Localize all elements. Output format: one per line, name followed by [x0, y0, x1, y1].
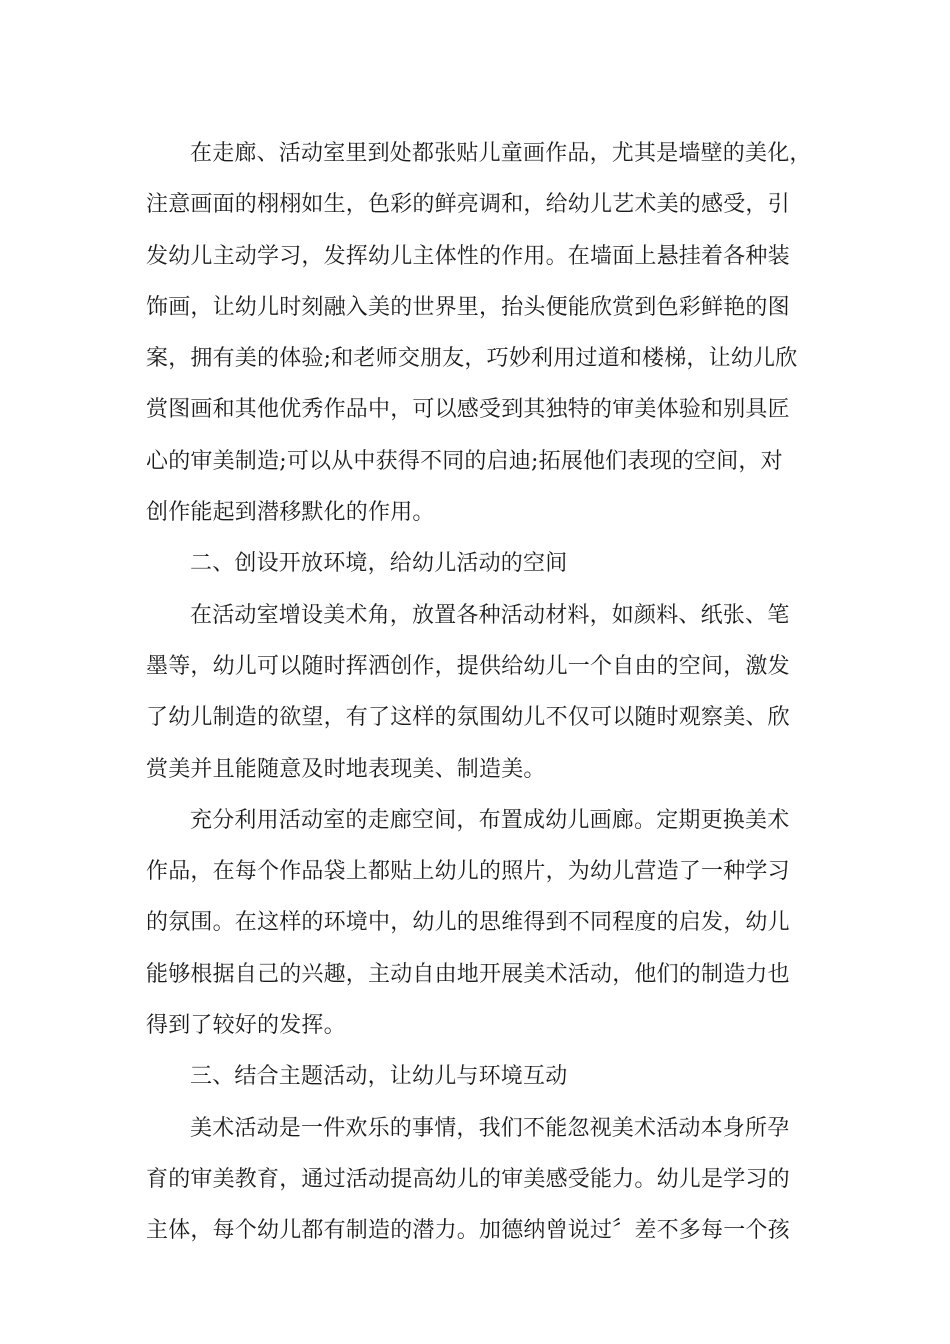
text-line: 能够根据自己的兴趣，主动自由地开展美术活动，他们的制造力也 — [146, 961, 790, 987]
text-line: 了幼儿制造的欲望，有了这样的氛围幼儿不仅可以随时观察美、欣 — [146, 705, 790, 731]
text-line: 在走廊、活动室里到处都张贴儿童画作品，尤其是墙壁的美化， — [190, 141, 812, 166]
text-line: 育的审美教育，通过活动提高幼儿的审美感受能力。幼儿是学习的 — [146, 1166, 790, 1192]
section-heading: 二、创设开放环境，给幼儿活动的空间 — [190, 551, 568, 577]
text-line: 饰画，让幼儿时刻融入美的世界里，抬头便能欣赏到色彩鲜艳的图 — [146, 294, 790, 320]
text-line: 心的审美制造;可以从中获得不同的启迪;拓展他们表现的空间，对 — [146, 448, 783, 474]
text-line: 的氛围。在这样的环境中，幼儿的思维得到不同程度的启发，幼儿 — [146, 910, 790, 936]
text-line: 充分利用活动室的走廊空间，布置成幼儿画廊。定期更换美术 — [190, 807, 790, 833]
text-line: 注意画面的栩栩如生，色彩的鲜亮调和，给幼儿艺术美的感受，引 — [146, 192, 790, 218]
text-line: 赏图画和其他优秀作品中，可以感受到其独特的审美体验和别具匠 — [146, 397, 790, 423]
document-body — [146, 128, 822, 1257]
text-line: 墨等，幼儿可以随时挥洒创作，提供给幼儿一个自由的空间，激发 — [146, 653, 790, 679]
text-line: 作品，在每个作品袋上都贴上幼儿的照片，为幼儿营造了一种学习 — [146, 859, 790, 885]
text-line: 主体，每个幼儿都有制造的潜力。加德纳曾说过〞差不多每一个孩 — [146, 1218, 790, 1244]
text-line: 美术活动是一件欢乐的事情，我们不能忽视美术活动本身所孕 — [190, 1115, 790, 1141]
text-line: 得到了较好的发挥。 — [146, 1013, 346, 1039]
text-line: 创作能起到潜移默化的作用。 — [146, 500, 435, 526]
text-line: 发幼儿主动学习，发挥幼儿主体性的作用。在墙面上悬挂着各种装 — [146, 243, 790, 269]
section-heading: 三、结合主题活动，让幼儿与环境互动 — [190, 1064, 568, 1090]
text-line: 案，拥有美的体验;和老师交朋友，巧妙利用过道和楼梯，让幼儿欣 — [146, 346, 798, 372]
text-line: 赏美并且能随意及时地表现美、制造美。 — [146, 756, 546, 782]
text-line: 在活动室增设美术角，放置各种活动材料，如颜料、纸张、笔 — [190, 602, 790, 628]
